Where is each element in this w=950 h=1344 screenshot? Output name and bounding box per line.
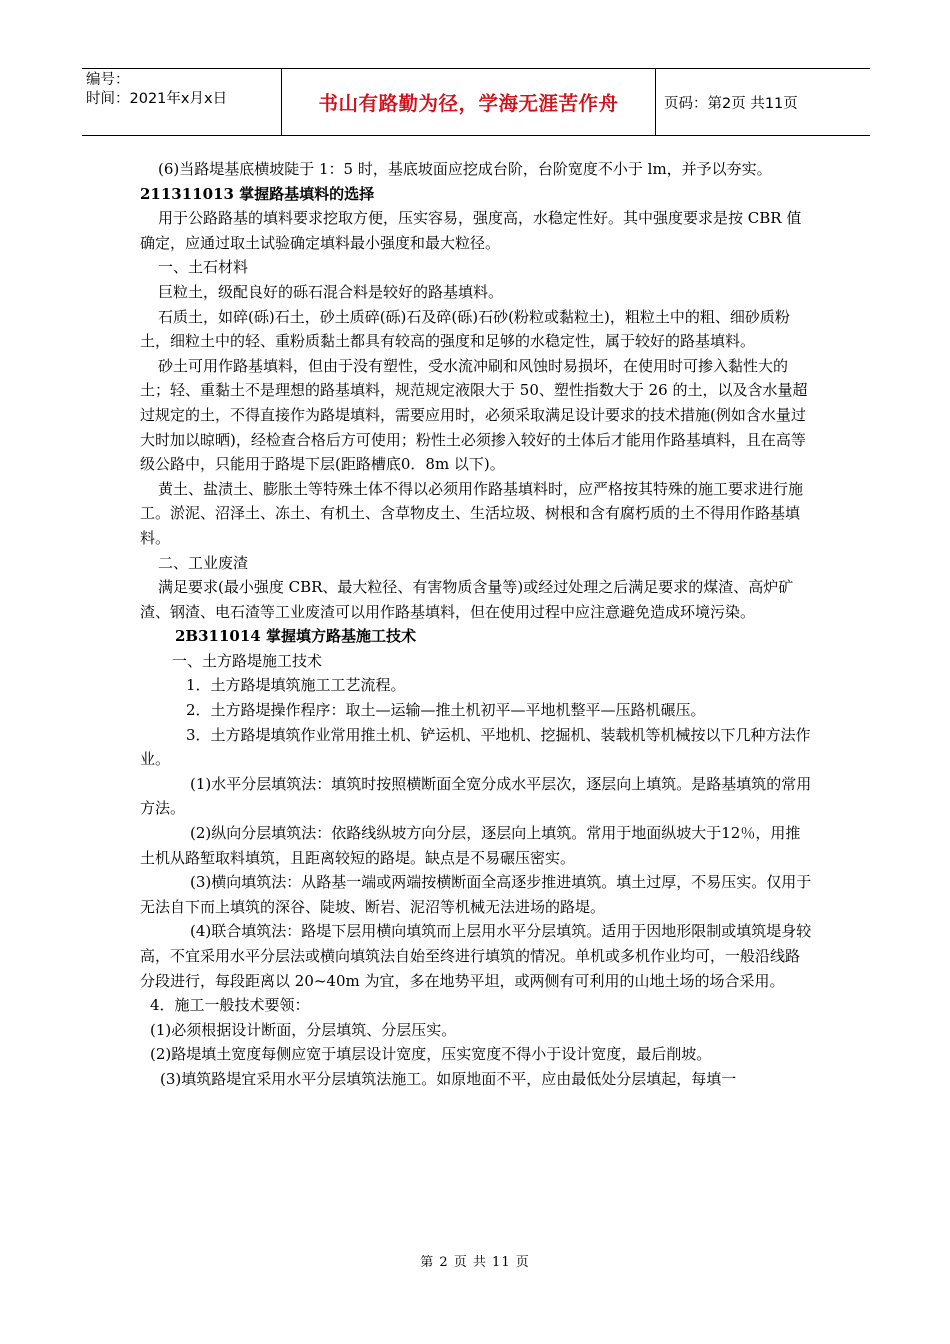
- body-paragraph: 石质土，如碎(砾)石土，砂土质碎(砾)石及碎(砾)石砂(粉粒或黏粒土)，粗粒土中的粗、细砂质粉土，细粒土中的轻、重粉质黏土都具有较高的强度和足够的水稳定性，属于较好的路基填料。: [140, 307, 790, 351]
- body-paragraph: 用于公路路基的填料要求挖取方便，压实容易，强度高，水稳定性好。其中强度要求是按 CBR 值确定，应通过取土试验确定填料最小强度和最大粒径。: [140, 209, 802, 252]
- date-label: 时间：2021年x月x日: [86, 91, 228, 107]
- body-paragraph: (3)填筑路堤宜采用水平分层填筑法施工。如原地面不平，应由最低处分层填起，每填一: [160, 1069, 737, 1088]
- body-paragraph: (6)当路堤基底横坡陡于 1：5 时，基底坡面应挖成台阶，台阶宽度不小于 lm，并予以夯实。: [158, 160, 772, 178]
- section-heading: 2B311014 掌握填方路基施工技术: [175, 627, 416, 646]
- body-paragraph: (3)横向填筑法：从路基一端或两端按横断面全高逐步推进填筑。填土过厚，不易压实。仅用于无法自下而上填筑的深谷、陡坡、断岩、泥沼等机械无法进场的路堤。: [140, 873, 812, 916]
- body-paragraph: 二、工业废渣: [158, 553, 249, 572]
- body-paragraph: (2)纵向分层填筑法：依路线纵坡方向分层，逐层向上填筑。常用于地面纵坡大于12％，用推土机从路堑取料填筑，且距离较短的路堤。缺点是不易碾压密实。: [140, 824, 801, 867]
- body-paragraph: 3．土方路堤填筑作业常用推土机、铲运机、平地机、挖掘机、装载机等机械按以下几种方法作业。: [140, 725, 811, 769]
- body-paragraph: 一、土方路堤施工技术: [172, 651, 323, 670]
- body-paragraph: 4．施工一般技术要领：: [150, 996, 310, 1015]
- body-paragraph: (2)路堤填土宽度每侧应宽于填层设计宽度，压实宽度不得小于设计宽度，最后削坡。: [150, 1045, 712, 1064]
- document-body: [140, 157, 812, 1092]
- body-paragraph: 满足要求(最小强度 CBR、最大粒径、有害物质含量等)或经过处理之后满足要求的煤渣、高炉矿渣、钢渣、电石渣等工业废渣可以用作路基填料，但在使用过程中应注意避免造成环境污染。: [140, 578, 794, 621]
- body-paragraph: 一、土石材料: [158, 258, 249, 277]
- header-motto: 书山有路勤为径，学海无涯苦作舟: [282, 69, 656, 135]
- page-header: [82, 68, 870, 136]
- body-paragraph: 巨粒土，级配良好的砾石混合料是较好的路基填料。: [158, 282, 504, 301]
- section-heading: 211311013 掌握路基填料的选择: [140, 184, 375, 203]
- header-page-info: 页码：第2页 共11页: [664, 95, 798, 112]
- body-paragraph: 2．土方路堤操作程序：取土—运输—推土机初平—平地机整平—压路机碾压。: [186, 701, 706, 720]
- page-footer: 第 2 页 共 11 页: [420, 1255, 530, 1270]
- body-paragraph: (1)必须根据设计断面，分层填筑、分层压实。: [150, 1020, 457, 1039]
- body-paragraph: 砂土可用作路基填料，但由于没有塑性，受水流冲刷和风蚀时易损坏，在使用时可掺入黏性大的土；轻、重黏土不是理想的路基填料，规范规定液限大于 50、塑性指数大于 26 的土，以及含水量超过规定的土，不得直接作为路堤填料，需要应用时，必须采取满足设计要求的技术措施(例如含水量过大时加以晾晒)，经检查合格后方可使用；粉性土必须掺入较好的土体后才能用作路基填料，且在高等级公路中，只能用于路堤下层(距路槽底0．8m 以下)。: [140, 356, 808, 474]
- body-paragraph: (1)水平分层填筑法：填筑时按照横断面全宽分成水平层次，逐层向上填筑。是路基填筑的常用方法。: [140, 774, 812, 818]
- header-meta: [82, 69, 282, 135]
- body-paragraph: (4)联合填筑法：路堤下层用横向填筑而上层用水平分层填筑。适用于因地形限制或填筑堤身较高，不宜采用水平分层法或横向填筑法自始至终进行填筑的情况。单机或多机作业均可，一般沿线路分段进行，每段距离以 20~40m 为宜，多在地势平坦，或两侧有可利用的山地土场的场合采用。: [140, 922, 812, 990]
- serial-number-label: 编号：: [86, 72, 130, 88]
- body-paragraph: 1．土方路堤填筑施工工艺流程。: [186, 676, 406, 695]
- body-paragraph: 黄土、盐渍土、膨胀土等特殊土体不得以必须用作路基填料时，应严格按其特殊的施工要求进行施工。淤泥、沼泽土、冻土、有机土、含草物皮土、生活垃圾、树根和含有腐朽质的土不得用作路基填料。: [140, 479, 804, 547]
